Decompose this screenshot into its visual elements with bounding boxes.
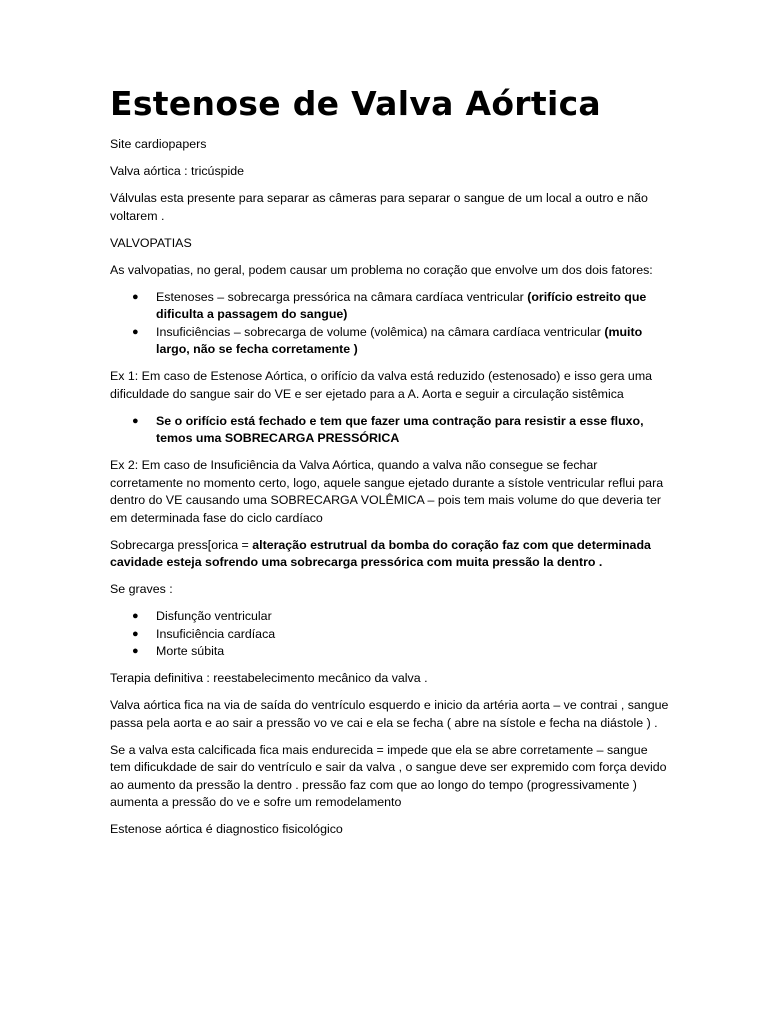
list-item-text: Morte súbita [156, 644, 225, 658]
bullet-icon: ● [132, 290, 139, 303]
pressure-overload-definition: alteração estrutrual da bomba do coração faz com que determinada cavidade esteja sofrendo uma sobrecarga pressórica com muita pressão la dentro . [110, 537, 651, 569]
list-item-bold-text: Se o orifício está fechado e tem que fazer uma contração para resistir a esse fluxo, temos uma SOBRECARGA PRESSÓRICA [156, 413, 644, 445]
pressure-overload-label: Sobrecarga press[orica = [110, 537, 253, 552]
paragraph-valvopatias-intro: As valvopatias, no geral, podem causar um problema no coração que envolve um dos dois fatores: [110, 262, 653, 277]
section-heading-valvopatias: VALVOPATIAS [110, 235, 192, 250]
paragraph-therapy: Terapia definitiva : reestabelecimento mecânico da valva . [110, 671, 428, 685]
list-item [132, 324, 670, 359]
paragraph-source: Site cardiopapers [110, 137, 207, 151]
paragraph-example-1: Ex 1: Em caso de Estenose Aórtica, o orifício da valva está reduzido (estenosado) e isso gera uma dificuldade do sangue sair do VE e ser ejetado para a A. Aorta e seguir a circulação sistêmica [110, 369, 653, 401]
paragraph-valve-location: Valva aórtica fica na via de saída do ventrículo esquerdo e inicio da artéria aorta – ve contrai , sangue passa pela aorta e ao sair a pressão vo ve cai e ela se fecha ( abre na sístole e fecha na diástole ) . [110, 698, 669, 730]
list-consequences [110, 608, 670, 661]
bullet-icon: ● [132, 325, 139, 338]
list-item-bold-text: (muito largo, não se fecha corretamente ) [156, 324, 643, 356]
list-item-text: Insuficiência cardíaca [156, 626, 276, 641]
bullet-icon: ● [132, 645, 139, 657]
list-item [132, 608, 670, 626]
bullet-icon: ● [132, 627, 139, 640]
document-title: Estenose de Valva Aórtica [110, 84, 601, 123]
paragraph-if-severe: Se graves : [110, 582, 173, 596]
list-item [132, 643, 670, 661]
list-item-bold-text: (orifício estreito que dificulta a passagem do sangue) [156, 289, 647, 321]
list-item-text: Disfunção ventricular [156, 609, 272, 623]
list-item [132, 626, 670, 644]
list-item [132, 289, 670, 324]
bullet-icon: ● [132, 610, 139, 622]
document-body [110, 82, 670, 848]
list-example-1-conclusion [110, 413, 670, 448]
paragraph-calcified-valve: Se a valva esta calcificada fica mais endurecida = impede que ela se abre corretamente – sangue tem dificukdade de sair do ventrículo e sair da valva , o sangue deve ser expremido com força devido ao aumento da pressão la dentro . pressão faz com que ao longo do tempo (progressivamente ) aumenta a pressão do ve e sofre um remodelamento [110, 742, 667, 809]
bullet-icon: ● [132, 414, 139, 427]
paragraph-example-2: Ex 2: Em caso de Insuficiência da Valva Aórtica, quando a valva não consegue se fechar corretamente no momento certo, logo, aquele sangue ejetado durante a sístole ventricular reflui para dentro do VE causando uma SOBRECARGA VOLÊMICA – pois tem mais volume do que deveria ter em determinada fase do ciclo cardíaco [110, 458, 664, 525]
paragraph-valve-type: Valva aórtica : tricúspide [110, 164, 245, 178]
list-item [132, 413, 670, 448]
paragraph-pressure-overload [110, 537, 670, 572]
paragraph-diagnosis: Estenose aórtica é diagnostico fisicológico [110, 822, 343, 836]
list-item-text: Insuficiências – sobrecarga de volume (volêmica) na câmara cardíaca ventricular [156, 324, 605, 339]
list-factors [110, 289, 670, 359]
paragraph-valves-purpose: Válvulas esta presente para separar as câmeras para separar o sangue de um local a outro e não voltarem . [110, 191, 648, 223]
list-item-text: Estenoses – sobrecarga pressórica na câmara cardíaca ventricular [156, 289, 528, 304]
